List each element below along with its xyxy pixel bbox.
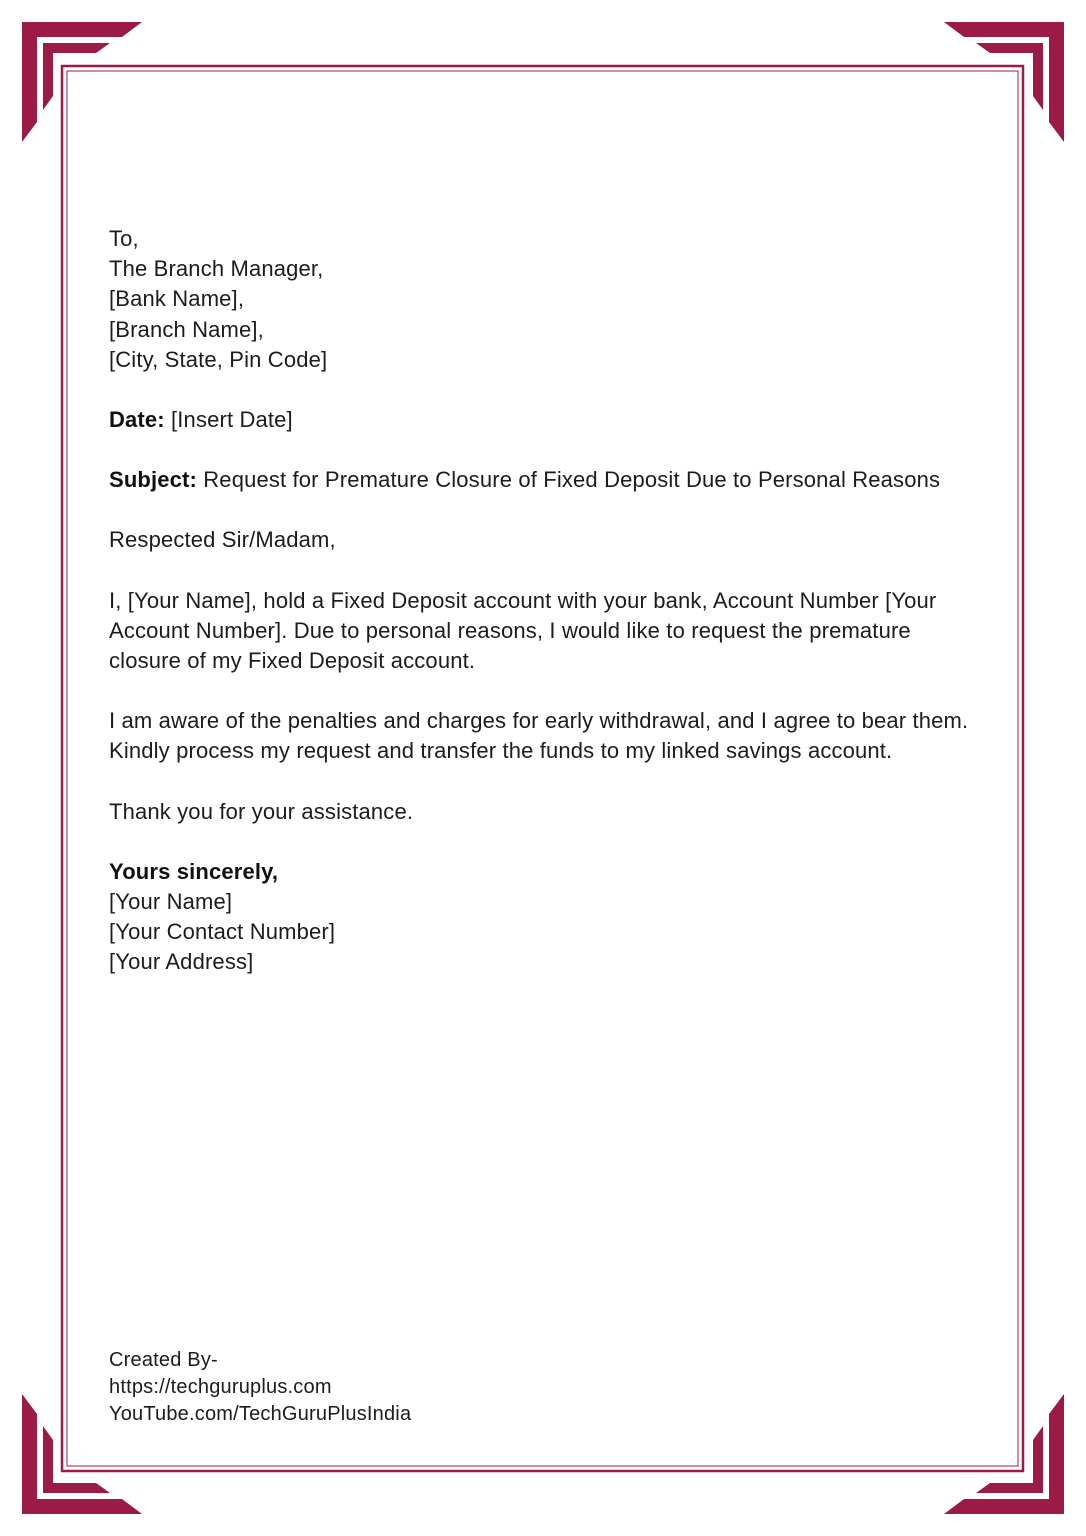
corner-ornament-bottom-right xyxy=(944,1394,1064,1514)
recipient-block xyxy=(109,224,989,375)
body-paragraph-1: I, [Your Name], hold a Fixed Deposit account with your bank, Account Number [Your Account Number]. Due to personal reasons, I would like to request the premature closure of my Fixed Deposit account. xyxy=(109,587,937,674)
subject-line xyxy=(109,465,989,495)
corner-ornament-top-right xyxy=(944,22,1064,142)
corner-ornament-top-left xyxy=(22,22,142,142)
closing-sign-off: Yours sincerely, xyxy=(109,858,279,884)
recipient-location: [City, State, Pin Code] xyxy=(109,346,328,372)
closing-address: [Your Address] xyxy=(109,949,254,975)
body-paragraph-3: Thank you for your assistance. xyxy=(109,798,414,824)
recipient-branch-name: [Branch Name], xyxy=(109,316,264,342)
body-paragraph-2: I am aware of the penalties and charges for early withdrawal, and I agree to bear them. Kindly process my request and transfer the funds to my linked savings account. xyxy=(109,708,969,764)
subject-text: Request for Premature Closure of Fixed Deposit Due to Personal Reasons xyxy=(203,467,941,493)
subject-label: Subject: xyxy=(109,467,197,493)
credits-youtube-link[interactable]: YouTube.com/TechGuruPlusIndia xyxy=(109,1403,412,1425)
recipient-bank-name: [Bank Name], xyxy=(109,286,245,312)
date-line xyxy=(109,405,989,435)
letter-body xyxy=(109,224,989,1008)
date-label: Date: xyxy=(109,407,165,433)
credits-created-by: Created By- xyxy=(109,1349,218,1371)
recipient-to: To, xyxy=(109,226,139,251)
greeting: Respected Sir/Madam, xyxy=(109,527,336,553)
credits-block xyxy=(109,1347,411,1428)
credits-website-link[interactable]: https://techguruplus.com xyxy=(109,1376,332,1398)
closing-block xyxy=(109,857,989,978)
closing-name: [Your Name] xyxy=(109,889,233,915)
closing-contact: [Your Contact Number] xyxy=(109,919,336,945)
recipient-title: The Branch Manager, xyxy=(109,256,324,282)
date-value: [Insert Date] xyxy=(171,407,293,433)
